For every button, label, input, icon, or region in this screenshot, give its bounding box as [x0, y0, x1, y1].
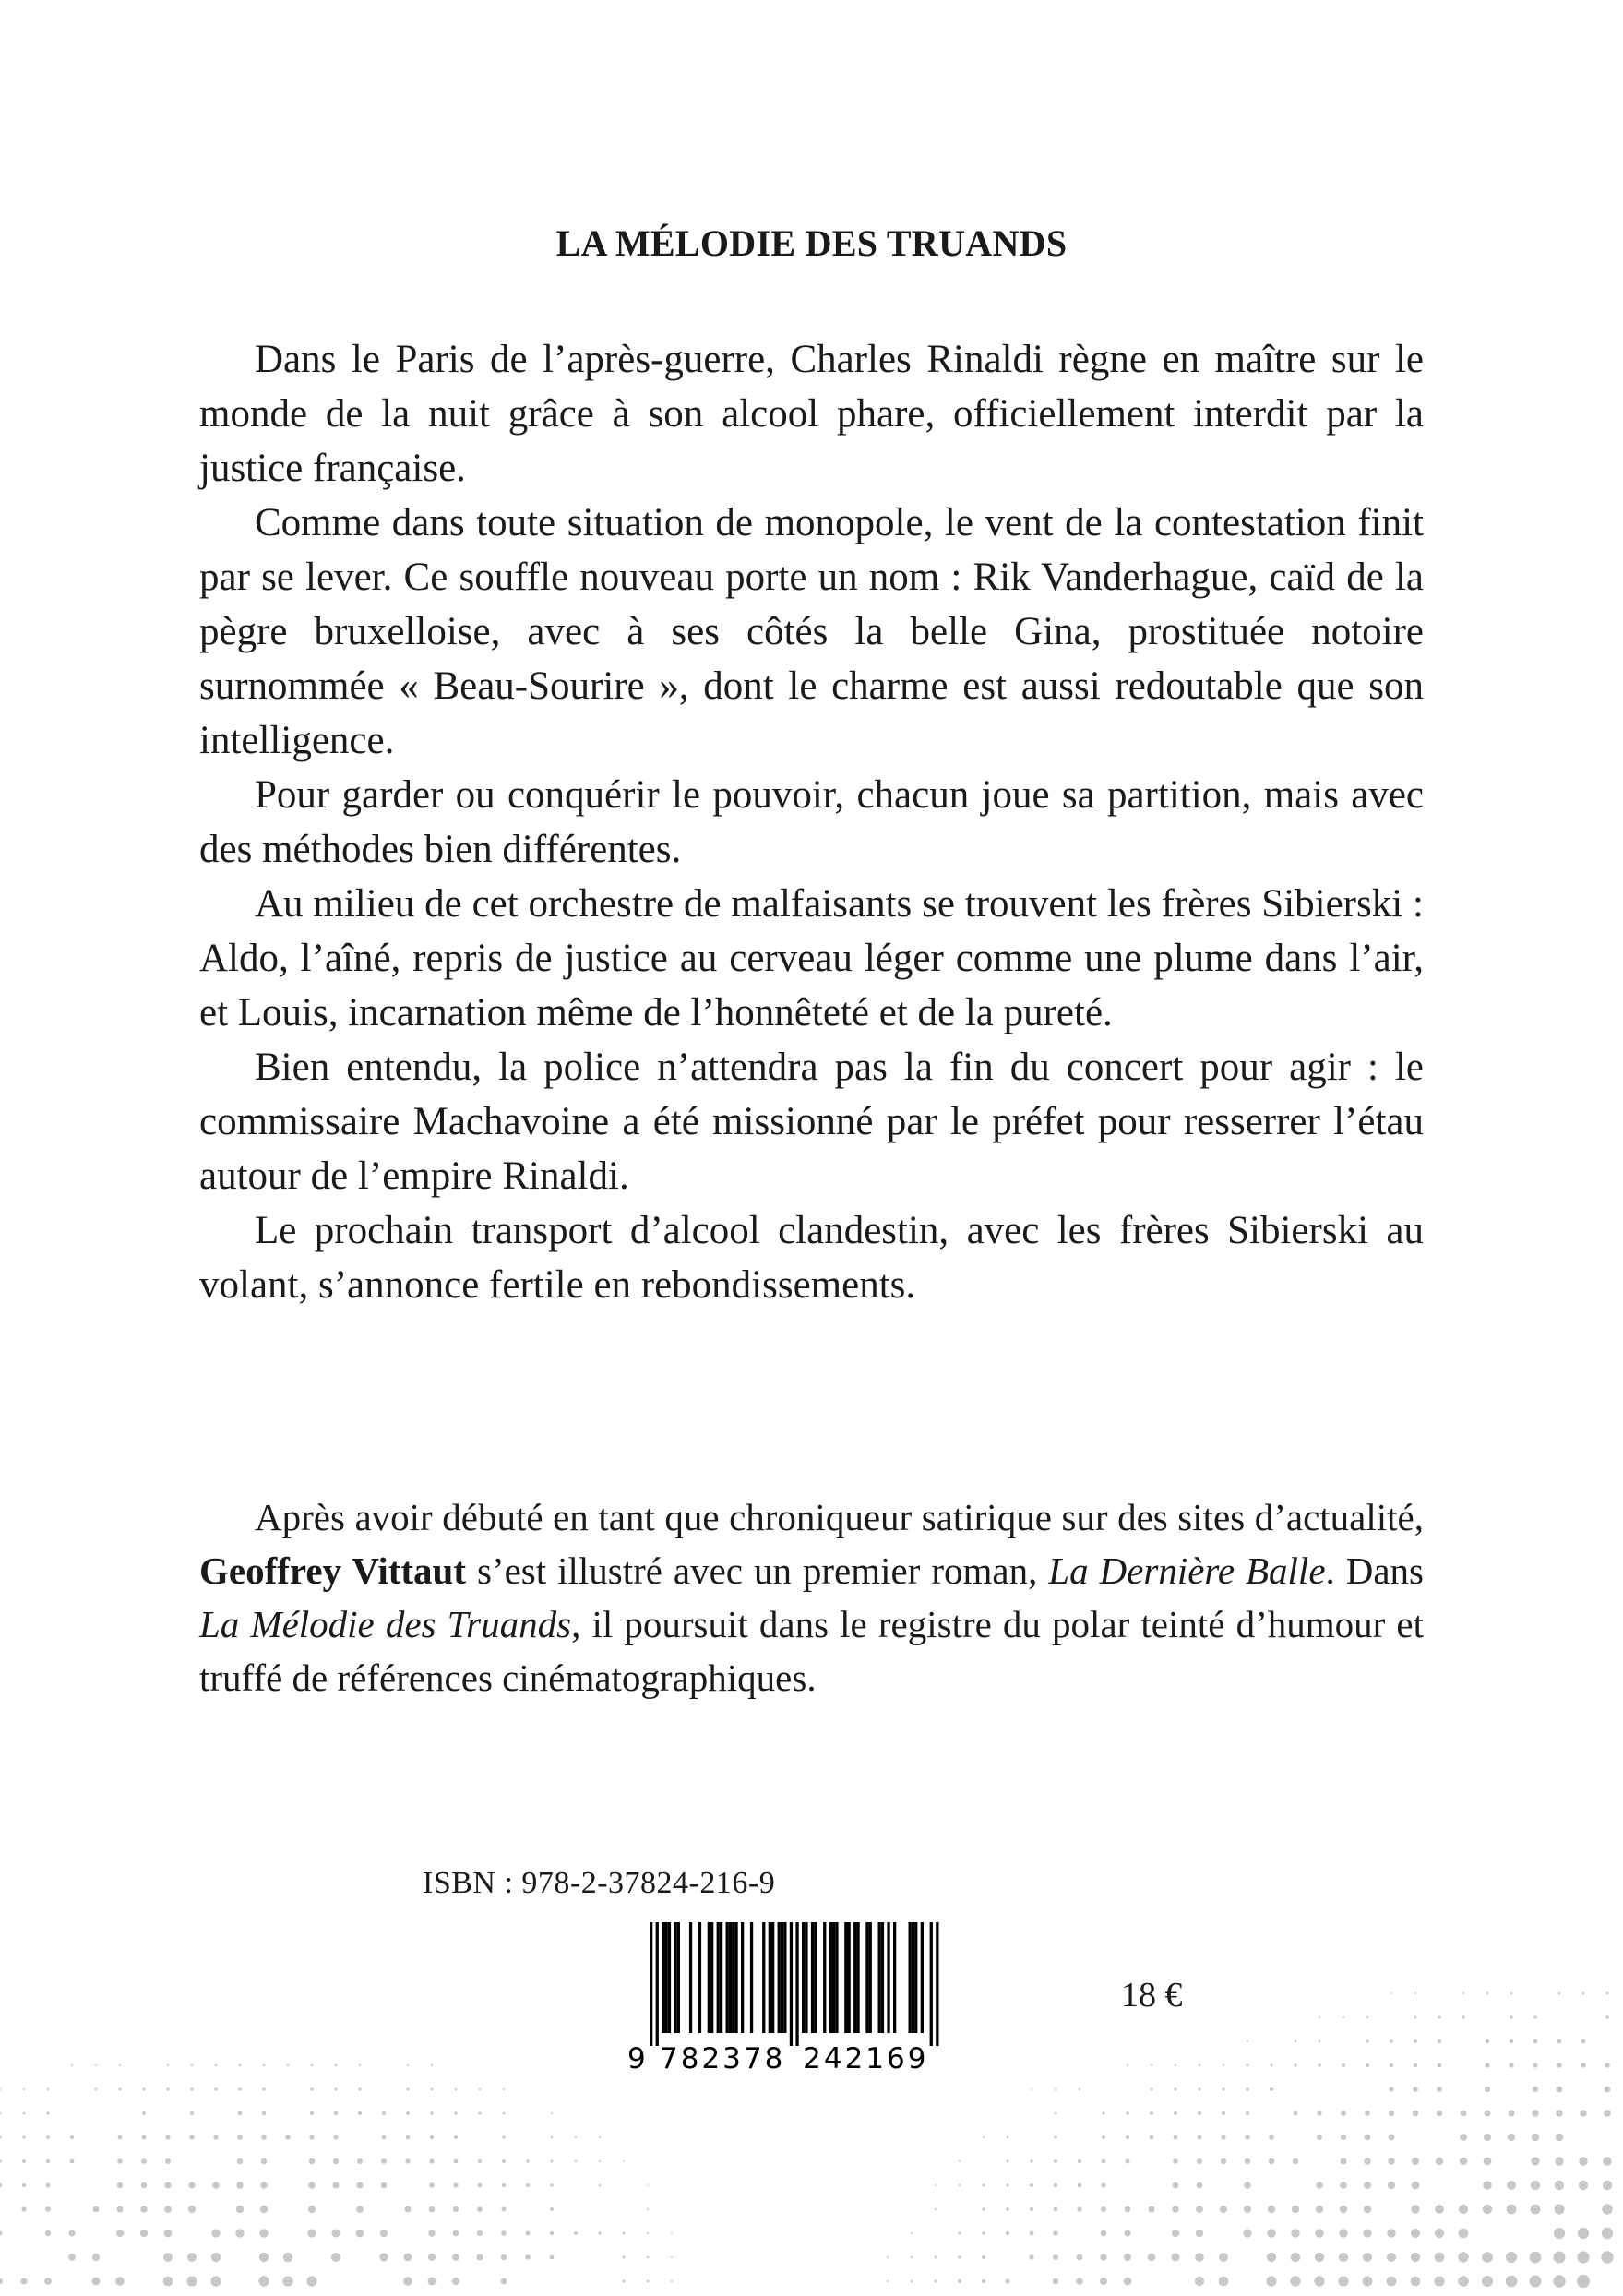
barcode-guard-bar [656, 1922, 659, 2046]
barcode-bar [856, 1922, 859, 2033]
barcode-bar [778, 1922, 781, 2033]
barcode-bar [783, 1922, 786, 2033]
barcode-bar [771, 1922, 774, 2033]
bio-text: Après avoir débuté en tant que chroniqueur satirique sur des sites d’actualité, [255, 1496, 1424, 1538]
barcode-bar [878, 1922, 881, 2033]
synopsis-paragraph: Comme dans toute situation de monopole, le vent de la contestation finit par se lever. Ce souffle nouveau porte un nom : Rik Vanderhague, caïd de la pègre bruxelloise, avec à ses côtés la belle Gina, prostituée notoire surnommée « Beau-Sourire », dont le charme est aussi redoutable que son intelligence. [199, 501, 1424, 762]
barcode-bar [802, 1922, 805, 2033]
barcode-bar [720, 1922, 722, 2033]
barcode-bar [662, 1922, 664, 2033]
barcode-bar [823, 1922, 826, 2033]
barcode-bar [865, 1922, 868, 2033]
barcode-bar [710, 1922, 713, 2033]
barcode-bar [732, 1922, 734, 2033]
synopsis-paragraph: Dans le Paris de l’après-guerre, Charles Rinaldi règne en maître sur le monde de la nuit grâce à son alcool phare, officiellement interdit par la justice française. [199, 338, 1424, 490]
barcode-bar [829, 1922, 832, 2033]
barcode-bar [668, 1922, 671, 2033]
barcode-bar [832, 1922, 835, 2033]
barcode-bar [741, 1922, 744, 2033]
book-title: LA MÉLODIE DES TRUANDS [555, 222, 1068, 264]
synopsis [199, 332, 1424, 1312]
barcode-bar [912, 1922, 914, 2033]
barcode-guard-bar [930, 1922, 933, 2046]
barcode-guard-bar [790, 1922, 793, 2046]
barcode-bar [717, 1922, 720, 2033]
synopsis-paragraph: Le prochain transport d’alcool clandestin, avec les frères Sibierski au volant, s’annonce fertile en rebondissements. [199, 1209, 1424, 1307]
bio-text: . Dans [1325, 1549, 1424, 1592]
first-novel-title: La Dernière Balle [1048, 1549, 1326, 1592]
barcode-bar [762, 1922, 765, 2033]
bio-text: s’est illustré avec un premier roman, [466, 1549, 1049, 1592]
barcode-bar [769, 1922, 771, 2033]
barcode-bar [698, 1922, 701, 2033]
barcode-bar [708, 1922, 710, 2033]
barcode-bar [909, 1922, 912, 2033]
barcode-bar [853, 1922, 856, 2033]
barcode-bar [881, 1922, 884, 2033]
barcode-bar [921, 1922, 924, 2033]
barcode-graphic [626, 1920, 974, 2074]
barcode-bar [869, 1922, 872, 2033]
barcode-bar [814, 1922, 817, 2033]
barcode-bar [893, 1922, 896, 2033]
barcode-bar [674, 1922, 676, 2033]
barcode-bar [689, 1922, 692, 2033]
barcode-guard-bar [936, 1922, 938, 2046]
synopsis-paragraph: Au milieu de cet orchestre de malfaisants se trouvent les frères Sibierski : Aldo, l’aîné, repris de justice au cerveau léger comme une plume dans l’air, et Louis, incarnation même de l’honnêteté et de la pureté. [199, 882, 1424, 1034]
barcode-first-digit: 9 [627, 2042, 649, 2074]
barcode-guard-bar [650, 1922, 652, 2046]
barcode-bar [848, 1922, 851, 2033]
barcode-guard-bar [795, 1922, 798, 2046]
barcode-bar [914, 1922, 917, 2033]
synopsis-paragraph: Pour garder ou conquérir le pouvoir, chacun joue sa partition, mais avec des méthodes bien différentes. [199, 773, 1424, 871]
barcode-right-digits: 242169 [803, 2042, 929, 2074]
isbn-label: ISBN : 978-2-37824-216-9 [423, 1866, 776, 1900]
barcode-bar [811, 1922, 814, 2033]
barcode-bar [734, 1922, 737, 2033]
barcode-bar [677, 1922, 680, 2033]
price: 18 € [1121, 1976, 1183, 2015]
author-name: Geoffrey Vittaut [199, 1549, 467, 1592]
bio-text: , il poursuit dans le registre du polar teinté d’humour et truffé de références cinématographiques. [199, 1603, 1425, 1699]
barcode-bar [805, 1922, 807, 2033]
barcode-bar [729, 1922, 732, 2033]
novel-title: La Mélodie des Truands [199, 1603, 572, 1645]
barcode-left-digits: 782378 [660, 2042, 786, 2074]
barcode-bar [844, 1922, 847, 2033]
barcode-bar [726, 1922, 729, 2033]
barcode-bar [887, 1922, 889, 2033]
barcode-bar [665, 1922, 668, 2033]
barcode-bar [835, 1922, 838, 2033]
barcode-bar [750, 1922, 753, 2033]
author-bio [199, 1490, 1424, 1704]
synopsis-paragraph: Bien entendu, la police n’attendra pas la fin du concert pour agir : le commissaire Machavoine a été missionné par le préfet pour resserrer l’étau autour de l’empire Rinaldi. [199, 1046, 1424, 1198]
barcode [616, 1915, 984, 2079]
barcode-bar [781, 1922, 783, 2033]
author-bio-paragraph [199, 1490, 1424, 1704]
